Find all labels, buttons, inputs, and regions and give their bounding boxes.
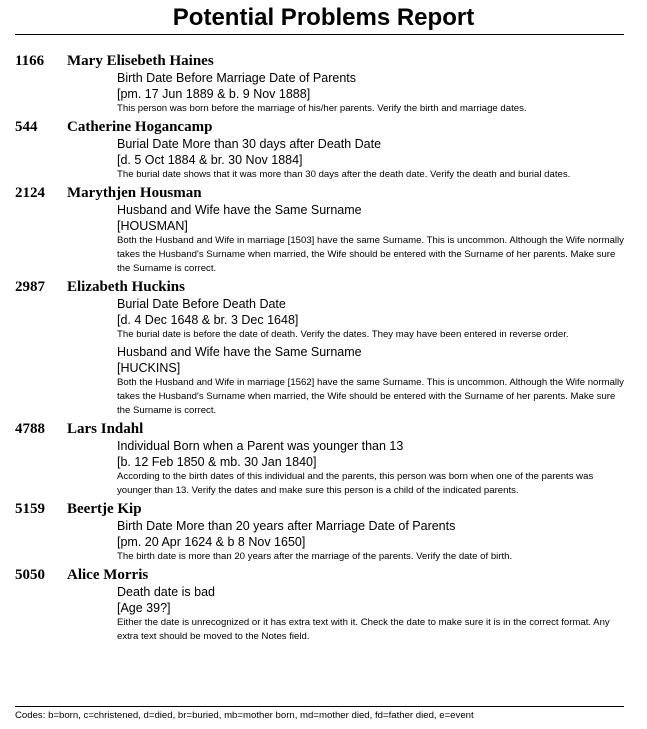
person-name: Mary Elisebeth Haines	[67, 53, 214, 69]
person-name: Elizabeth Huckins	[67, 279, 185, 295]
person-name: Alice Morris	[67, 567, 149, 583]
footer-divider	[15, 706, 624, 707]
problem-title: Burial Date More than 30 days after Death Date	[117, 137, 382, 151]
problem-detail: [pm. 17 Jun 1889 & b. 9 Nov 1888]	[117, 87, 311, 101]
problem-detail: [d. 5 Oct 1884 & br. 30 Nov 1884]	[117, 153, 303, 167]
problem-title: Death date is bad	[117, 585, 215, 599]
problem-detail: [d. 4 Dec 1648 & br. 3 Dec 1648]	[117, 313, 299, 327]
problem-description: Both the Husband and Wife in marriage [1503] have the same Surname. This is uncommon. Although the Wife normally takes the Husband's Surname when married, the Wife should be entered with the Surname of her parents. Make sure the Surname is correct.	[117, 235, 624, 274]
problem	[117, 296, 625, 342]
person-id: 2987	[15, 279, 45, 295]
person-id: 5159	[15, 501, 45, 517]
title-divider	[15, 34, 624, 35]
problem-title: Burial Date Before Death Date	[117, 297, 286, 311]
entry-5159	[15, 500, 625, 564]
problem-description: According to the birth dates of this individual and the parents, this person was born when one of the parents was younger than 13. Verify the dates and make sure this person is a child of the indicated parents.	[117, 471, 594, 496]
person-id: 1166	[15, 53, 45, 69]
problem	[117, 136, 625, 182]
problem	[117, 438, 625, 498]
problem-detail: [b. 12 Feb 1850 & mb. 30 Jan 1840]	[117, 455, 317, 469]
problem-detail: [HUCKINS]	[117, 361, 181, 375]
problem-detail: [pm. 20 Apr 1624 & b 8 Nov 1650]	[117, 535, 306, 549]
person-name: Lars Indahl	[67, 421, 144, 437]
entry-2124	[15, 184, 625, 276]
problem-detail: [HOUSMAN]	[117, 219, 188, 233]
entry-4788	[15, 420, 625, 498]
problem-description: The birth date is more than 20 years after the marriage of the parents. Verify the date of birth.	[117, 551, 513, 562]
problem	[117, 584, 625, 644]
person-id: 544	[15, 119, 38, 135]
problem	[117, 202, 625, 276]
problem	[117, 518, 625, 564]
problem-entries	[15, 52, 625, 646]
problem-description: Either the date is unrecognized or it has extra text with it. Check the date to make sure it is in the correct format. Any extra text should be moved to the Notes field.	[117, 617, 610, 642]
problem	[117, 344, 625, 418]
report-title: Potential Problems Report	[172, 4, 475, 31]
problem-title: Husband and Wife have the Same Surname	[117, 345, 362, 359]
person-name: Marythjen Housman	[67, 185, 202, 201]
problem-title: Birth Date Before Marriage Date of Parents	[117, 71, 357, 85]
person-id: 2124	[15, 185, 45, 201]
problem-title: Individual Born when a Parent was younger than 13	[117, 439, 404, 453]
problem-detail: [Age 39?]	[117, 601, 171, 615]
problem-description: This person was born before the marriage of his/her parents. Verify the birth and marriage dates.	[117, 103, 527, 114]
codes-legend: Codes: b=born, c=christened, d=died, br=buried, mb=mother born, md=mother died, fd=father died, e=event	[15, 710, 474, 721]
problem	[117, 70, 625, 116]
person-id: 5050	[15, 567, 45, 583]
problem-title: Husband and Wife have the Same Surname	[117, 203, 362, 217]
problem-title: Birth Date More than 20 years after Marriage Date of Parents	[117, 519, 456, 533]
problem-description: The burial date shows that it was more than 30 days after the death date. Verify the death and burial dates.	[117, 169, 571, 180]
person-id: 4788	[15, 421, 45, 437]
problem-description: The burial date is before the date of death. Verify the dates. They may have been entered in reverse order.	[117, 329, 569, 340]
entry-544	[15, 118, 625, 182]
person-name: Beertje Kip	[67, 501, 142, 517]
entry-2987	[15, 278, 625, 418]
entry-1166	[15, 52, 625, 116]
problem-description: Both the Husband and Wife in marriage [1562] have the same Surname. This is uncommon. Although the Wife normally takes the Husband's Surname when married, the Wife should be entered with the Surname of her parents. Make sure the Surname is correct.	[117, 377, 624, 416]
entry-5050	[15, 566, 625, 644]
person-name: Catherine Hogancamp	[67, 119, 213, 135]
